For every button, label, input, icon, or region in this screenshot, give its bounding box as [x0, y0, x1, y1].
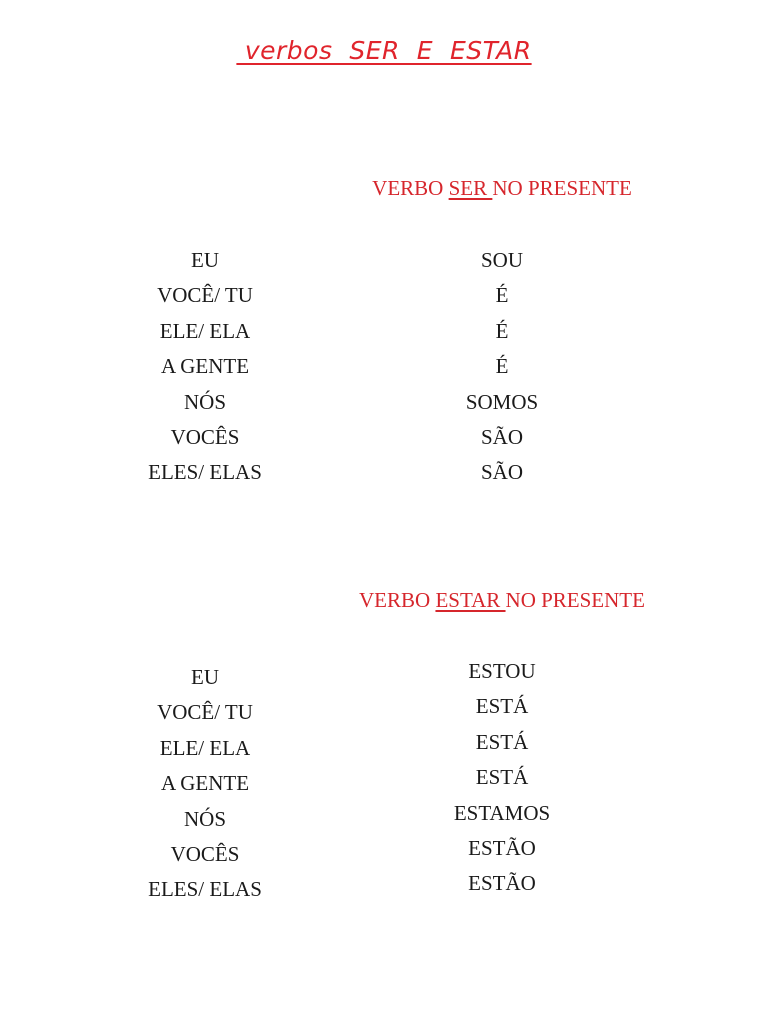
pronoun-item: NÓS [183, 389, 226, 414]
verb-form-item: ESTÁ [475, 694, 529, 719]
verb-form-item: É [495, 318, 509, 343]
pronoun-item: VOCÊ/ TU [157, 283, 253, 308]
verb-form-item: SÃO [480, 425, 523, 450]
pronoun-list-ser [55, 243, 355, 491]
verb-form-item: É [495, 354, 509, 379]
pronoun-item: ELES/ ELAS [148, 460, 262, 485]
verb-form-item: ESTOU [468, 659, 536, 683]
verb-form-item: ESTAMOS [453, 800, 551, 825]
verb-form-list-estar [352, 654, 652, 902]
verb-form-item: ESTÁ [475, 729, 529, 754]
pronoun-item: EU [191, 248, 219, 272]
pronoun-item: VOCÊ/ TU [157, 700, 253, 725]
pronoun-item: A GENTE [160, 771, 250, 796]
verb-form-item: SOU [480, 248, 523, 272]
pronoun-item: EU [191, 665, 219, 689]
pronoun-item: ELE/ ELA [159, 735, 251, 760]
pronoun-item: NÓS [183, 806, 226, 831]
verb-form-item: É [495, 283, 509, 308]
verb-form-item: ESTÃO [468, 836, 536, 861]
verb-form-item: SÃO [480, 460, 523, 485]
pronoun-item: ELES/ ELAS [148, 877, 262, 902]
pronoun-item: ELE/ ELA [159, 318, 251, 343]
section-heading-estar: VERBO ESTAR NO PRESENTE [359, 588, 645, 612]
verb-form-item: ESTÁ [475, 765, 529, 790]
pronoun-item: VOCÊS [170, 425, 240, 450]
page-title: verbos SER E ESTAR [236, 36, 532, 65]
verb-name-ser: SER [448, 176, 493, 200]
section-heading-ser: VERBO SER NO PRESENTE [372, 176, 632, 200]
pronoun-item: A GENTE [160, 354, 250, 379]
verb-form-list-ser [352, 243, 652, 491]
verb-form-item: ESTÃO [468, 871, 536, 896]
verb-form-item: SOMOS [465, 389, 539, 414]
verb-name-estar: ESTAR [435, 588, 506, 612]
pronoun-item: VOCÊS [170, 842, 240, 867]
pronoun-list-estar [55, 660, 355, 908]
